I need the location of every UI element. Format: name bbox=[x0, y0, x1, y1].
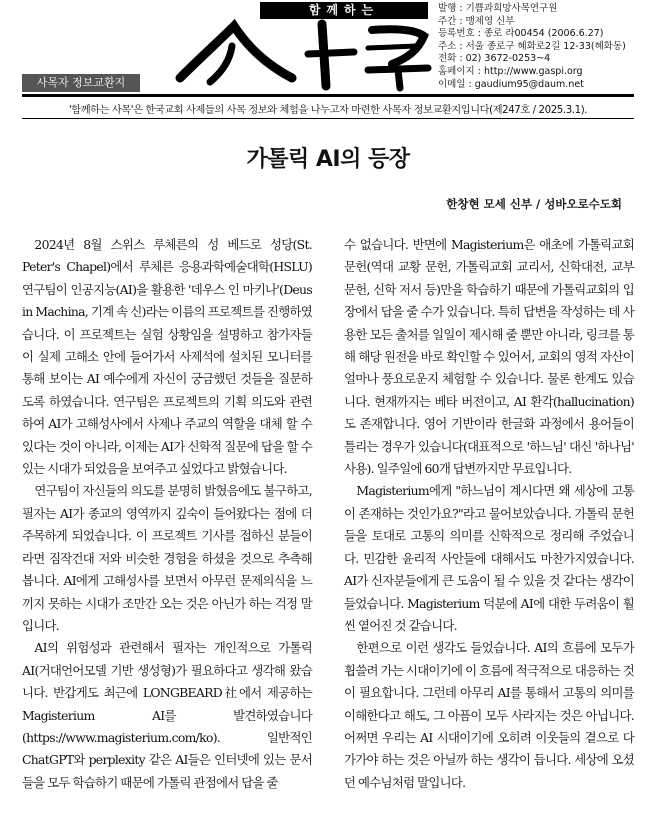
homepage-line: 홈페이지 : http://www.gaspi.org bbox=[438, 65, 583, 77]
registration-line: 등록번호 : 종로 라00454 (2006.6.27) bbox=[438, 28, 604, 40]
paragraph: 연구팀이 자신들의 의도를 분명히 밝혔음에도 불구하고, 필자는 AI가 종교의 영역까지 깊숙이 들어왔다는 점에 더 주목하게 되었습니다. 이 프로젝트 기사를 접하신 분들이라면 짐작건대 저와 비슷한 경험을 하셨을 것으로 추측해 봅니다. AI에게 고해성사를 보면서 아무런 문제의식을 느끼지 못하는 시대가 조만간 오는 것은 아닌가 하는 걱정 말입니다. bbox=[22, 483, 312, 633]
article-column-right bbox=[344, 234, 634, 794]
paragraph: 수 없습니다. 반면에 Magisterium은 애초에 가톨릭교회 문헌(역대 교황 문헌, 가톨릭교회 교리서, 신학대전, 교부 문헌, 신학 저서 등)만을 학습하기 때문에 가톨릭교회의 입장에서 답을 줄 수가 있습니다. 특히 답변을 작성하는 데 사용한 모든 출처를 일일이 제시해 줄 뿐만 아니라, 링크를 통해 해당 원전을 바로 확인할 수 있어서, 교회의 영적 자산이 얼마나 풍요로운지 체험할 수 있습니다. 물론 한계도 있습니다. 현재까지는 베타 버전이고, AI 환각(hallucination)도 존재합니다. 영어 기반이라 한글화 과정에서 용어들이 틀리는 경우가 있습니다(대표적으로 '하느님' 대신 '하나님' 사용). 일주일에 60개 답변까지만 무료입니다. bbox=[344, 237, 634, 477]
publisher-line: 발행 : 기쁨과희망사목연구원 bbox=[438, 3, 558, 14]
logo bbox=[22, 2, 430, 92]
logo-calligraphy-icon bbox=[172, 16, 432, 92]
logo-banner: 함께하는 bbox=[260, 2, 428, 19]
editor-line: 주간 : 맹제영 신부 bbox=[438, 15, 515, 27]
address-line: 주소 : 서울 종로구 혜화로2길 12-33(혜화동) bbox=[438, 40, 626, 52]
article-author: 한창현 모세 신부 / 성바오로수도회 bbox=[446, 197, 622, 211]
paragraph: 한편으로 이런 생각도 들었습니다. AI의 흐름에 모두가 휩쓸려 가는 시대이기에 이 흐름에 적극적으로 대응하는 것이 필요합니다. 그런데 아무리 AI를 통해서 고통의 의미를 이해한다고 해도, 그 아픔이 모두 사라지는 것은 아닙니다. 어쩌면 우리는 AI 시대이기에 오히려 이웃들의 곁으로 다가가야 하는 것은 아닐까 하는 생각이 듭니다. 세상에 오셨던 예수님처럼 말입니다. bbox=[344, 640, 634, 790]
publication-tag: 사목자 정보교환지 bbox=[22, 74, 140, 92]
article-column-left bbox=[22, 234, 312, 794]
intro-divider bbox=[22, 118, 634, 119]
article-title: 가톨릭 AI의 등장 bbox=[246, 147, 410, 172]
paragraph: Magisterium에게 "하느님이 계시다면 왜 세상에 고통이 존재하는 것인가요?"라고 물어보았습니다. 가톨릭 문헌들을 토대로 고통의 의미를 신학적으로 정리해 주었습니다. 민감한 윤리적 사안들에 대해서도 마찬가지였습니다. AI가 신자분들에게 큰 도움이 될 수 있을 것 같다는 생각이 들었습니다. Magisterium 덕분에 AI에 대한 두려움이 훨씬 옅어진 것 같습니다. bbox=[344, 483, 634, 633]
email-line: 이메일 : gaudium95@daum.net bbox=[438, 78, 584, 90]
phone-line: 전화 : 02) 3672-0253~4 bbox=[438, 53, 551, 65]
intro-line: '함께하는 사목'은 한국교회 사제들의 사목 정보와 체험을 나누고자 마련한 사목자 정보교환지입니다(제247호 / 2025.3.1). bbox=[68, 105, 588, 116]
paragraph: AI의 위험성과 관련해서 필자는 개인적으로 가톨릭 AI(거대언어모델 기반 생성형)가 필요하다고 생각해 왔습니다. 반갑게도 최근에 LONGBEARD社에서 제공하는 Magisterium AI를 발견하였습니다(https://www.magisterium.com/ko). 일반적인 ChatGPT와 perplexity 같은 AI들은 인터넷에 있는 문서들을 모두 학습하기 때문에 가톨릭 관점에서 답을 줄 bbox=[22, 640, 312, 790]
header-divider bbox=[22, 94, 634, 97]
paragraph: 2024년 8월 스위스 루체른의 성 베드로 성당(St. Peter's Chapel)에서 루체른 응용과학예술대학(HSLU) 연구팀이 인공지능(AI)을 활용한 '데우스 인 마키나'(Deus in Machina, 기계 속 신)라는 이름의 프로젝트를 진행하였습니다. 이 프로젝트는 실험 상황임을 설명하고 참가자들이 실제 고해소 안에 들어가서 사제석에 설치된 모니터를 통해 보이는 AI 예수에게 자신이 궁금했던 것들을 질문하도록 하였습니다. 연구팀은 프로젝트의 기획 의도와 관련하여 AI가 고해성사에서 사제나 주교의 역할을 대체 할 수 있다는 것이 아니라, 이제는 AI가 신학적 질문에 답을 할 수 있는 시대가 되었음을 보여주고 싶었다고 밝혔습니다. bbox=[22, 237, 312, 477]
publication-info bbox=[438, 3, 653, 91]
masthead bbox=[0, 0, 656, 96]
